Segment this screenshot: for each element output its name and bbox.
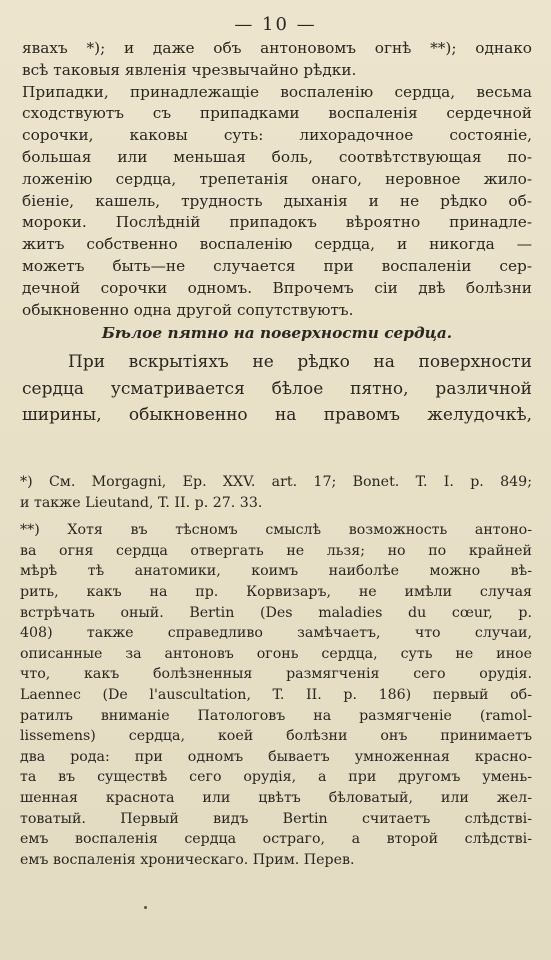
text-line: можетъ быть—не случается при воспаленіи сер- (22, 256, 532, 275)
footnote-line: описанные за антоновъ огонь сердца, суть не иное (20, 645, 532, 662)
footnote-line: товатый. Первый видъ Bertin считаетъ слѣдстві- (20, 810, 532, 827)
text-line: всѣ таковыя явленія чрезвычайно рѣдки. (22, 60, 357, 79)
footnote-line: *) См. Morgagni, Ep. XXV. art. 17; Bonet. T. I. p. 849; (20, 474, 532, 490)
footnote-line: что, какъ болѣзненныя размягченія сего орудія. (20, 666, 532, 683)
footnote-divider (0, 445, 551, 446)
footnote-line: емъ воспаленія сердца остраго, а второй слѣдстві- (20, 831, 532, 848)
text-line: сердца усматривается бѣлое пятно, различной (22, 378, 532, 399)
footnote-line: lissemens) сердца, коей болѣзни онъ принимаетъ (20, 728, 532, 745)
footnotes (20, 472, 532, 870)
page-number: — 10 — (234, 14, 317, 35)
section-paragraph (22, 349, 532, 429)
text-line: большая или меньшая боль, соотвѣтствующая по- (22, 147, 532, 166)
text-line: обыкновенно одна другой сопутствуютъ. (22, 300, 354, 319)
footnote-line: емъ воспаленія хроническаго. Прим. Перев. (20, 851, 355, 868)
section-heading: Бѣлое пятно на поверхности сердца. (101, 324, 453, 343)
footnote-line: **) Хотя въ тѣсномъ смыслѣ возможность антоно- (20, 522, 532, 539)
text-line: сходствуютъ съ припадками воспаленія сердечной (22, 104, 532, 123)
text-line: Припадки, принадлежащіе воспаленію сердца, весьма (22, 82, 532, 101)
footnote-line: мѣрѣ тѣ анатомики, коимъ наиболѣе можно вѣ- (20, 563, 532, 580)
footnote-line: 408) также справедливо замѣчаетъ, что случаи, (20, 625, 532, 642)
footnote-line: ва огня сердца отвергать не льзя; но по крайней (20, 542, 532, 559)
footnote-2 (20, 520, 532, 870)
footnote-line: Laennec (De l'auscultation, T. II. p. 186) первый об- (20, 686, 532, 703)
text-line: ширины, обыкновенно на правомъ желудочкѣ, (22, 405, 532, 426)
footnote-line: ратилъ вниманіе Патологовъ на размягченіе (ramol- (20, 707, 532, 724)
text-line: житъ собственно воспаленію сердца, и никогда — (22, 235, 532, 254)
text-line: біеніе, кашель, трудность дыханія и не рѣдко об- (22, 191, 532, 210)
text-line: сорочки, каковы суть: лихорадочное состояніе, (22, 126, 532, 145)
text-line: мороки. Послѣдній припадокъ вѣроятно принадле- (22, 213, 532, 232)
main-text (22, 38, 532, 429)
footnote-line: два рода: при одномъ бываетъ умноженная красно- (20, 748, 532, 765)
footnote-line: шенная краснота или цвѣтъ бѣловатый, или жел- (20, 789, 532, 806)
footnote-line: встрѣчать оный. Bertin (Des maladies du cœur, p. (20, 604, 532, 621)
footnote-1 (20, 472, 532, 513)
footnote-line: рить, какъ на пр. Корвизаръ, не имѣли случая (20, 583, 532, 600)
text-line: явахъ *); и даже объ антоновомъ огнѣ **); однако (22, 39, 532, 57)
text-line: ложенію сердца, трепетанія онаго, неровное жило- (22, 169, 532, 188)
text-line: При вскрытіяхъ не рѣдко на поверхности (68, 352, 532, 373)
footnote-line: и также Lieutand, T. II. p. 27. 33. (20, 494, 263, 511)
ink-speck (144, 906, 147, 909)
footnote-line: та въ существѣ сего орудія, а при другомъ умень- (20, 769, 532, 786)
text-line: дечной сорочки одномъ. Впрочемъ сіи двѣ болѣзни (22, 278, 532, 297)
footnote-gap (20, 513, 532, 520)
